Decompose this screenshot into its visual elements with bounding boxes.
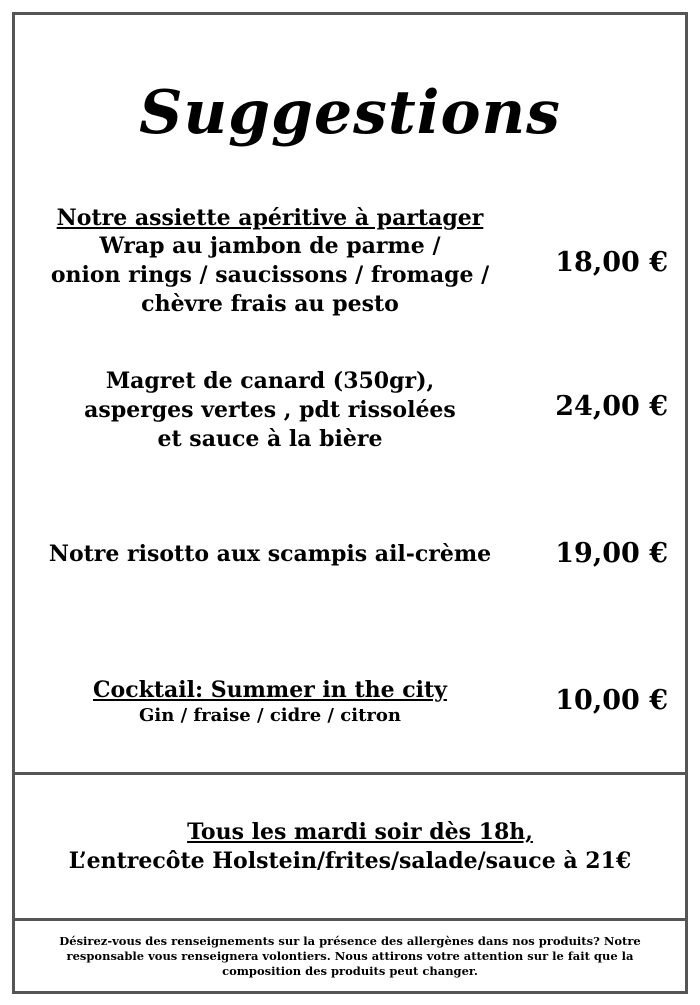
- divider: [12, 772, 688, 775]
- divider: [12, 918, 688, 921]
- menu-item-aperitif: [30, 204, 510, 319]
- allergen-note: Désirez-vous des renseignements sur la présence des allergènes dans nos produits? Notre responsable vous renseignera volontiers. Nous attirons votre attention sur le fait que la composition des produits peut changer.: [59, 934, 641, 978]
- menu-item-price: 24,00 €: [555, 391, 668, 422]
- promo-text: L’entrecôte Holstein/frites/salade/sauce à 21€: [68, 848, 632, 874]
- menu-item-magret: [30, 367, 510, 454]
- menu-item-line: Notre risotto aux scampis ail-crème: [48, 541, 492, 567]
- menu-item-price: 10,00 €: [555, 685, 668, 716]
- menu-item-risotto: [30, 540, 510, 569]
- promo-section: [0, 818, 700, 876]
- menu-item-line: Magret de canard (350gr),: [105, 368, 435, 394]
- menu-item-heading: Cocktail: Summer in the city: [93, 677, 447, 703]
- menu-item-line: Wrap au jambon de parme /: [99, 233, 441, 259]
- menu-item-price: 18,00 €: [555, 247, 668, 278]
- menu-item-heading: Notre assiette apéritive à partager: [56, 205, 484, 231]
- page-title: Suggestions: [139, 78, 561, 148]
- menu-item-line: onion rings / saucissons / fromage /: [50, 262, 490, 288]
- menu-item-line: chèvre frais au pesto: [141, 291, 399, 317]
- menu-item-line: et sauce à la bière: [157, 426, 383, 452]
- menu-item-line: Gin / fraise / cidre / citron: [139, 705, 401, 726]
- menu-item-line: asperges vertes , pdt rissolées: [84, 397, 456, 423]
- menu-item-price: 19,00 €: [555, 538, 668, 569]
- promo-heading: Tous les mardi soir dès 18h,: [187, 819, 533, 845]
- menu-item-cocktail: [30, 676, 510, 728]
